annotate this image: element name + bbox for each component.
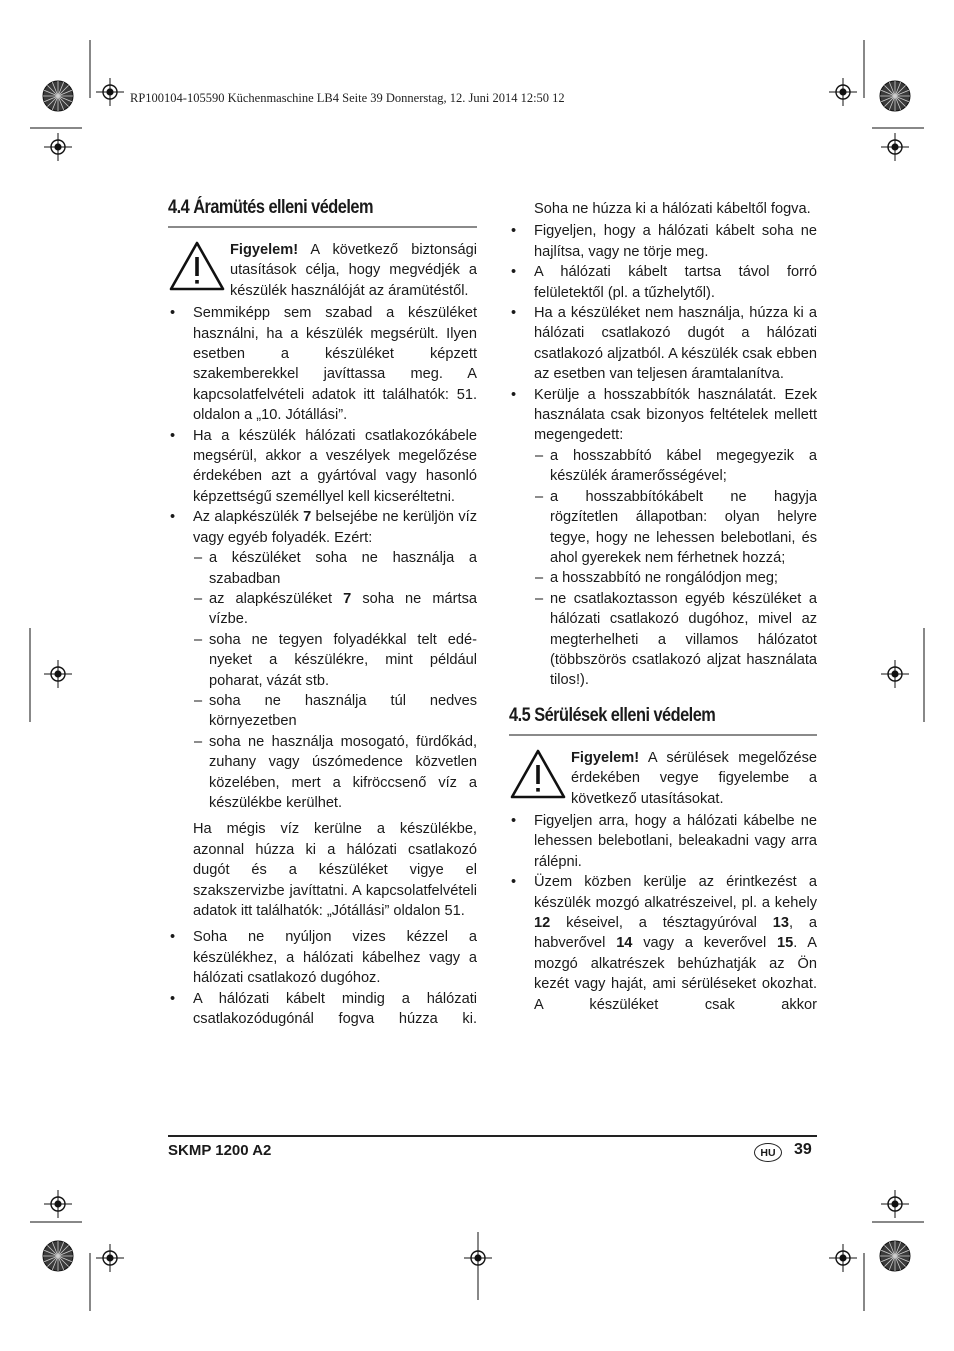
list-item: • A hálózati kábelt mindig a hálózati csatlakozódugónál fogva húzza ki.: [168, 989, 477, 1030]
list-item: [168, 507, 477, 813]
dash-list: [193, 548, 477, 813]
warning-text: [230, 240, 477, 301]
dash-item: [193, 589, 477, 630]
warning-label: Figyelem!: [571, 749, 640, 766]
list-item: [509, 385, 817, 691]
bullet-list: [168, 303, 477, 813]
warning-body: A következő biztonsági utasítások célja, hogy megvédjék a készülék használóját az áramütéstől.: [230, 242, 477, 299]
heading-rule: [509, 734, 817, 736]
dash-list: [534, 446, 817, 691]
part-number: 12: [534, 915, 551, 931]
warning-body: A sérülések megelőzése érdekében vegye figyelembe a következő utasításokat.: [571, 749, 817, 807]
bullet-list: [509, 811, 817, 1015]
section-4-5: [509, 705, 817, 1015]
list-item-text: . A mozgó alkatrészek behúzhatják az Ön kezét vagy haját, ami sérüléseket okozhat. A készüléket csak akkor: [534, 935, 817, 1013]
list-item: • Semmiképp sem szabad a készüléket használni, ha a készülék megsérült. Ilyen esetben a készüléket képzett szakemberekkel javíttassa meg. A kapcsolatfelvételi adatok itt találhatók: 51. oldalon a „10. Jótállási”.: [168, 303, 477, 425]
warning-text: [571, 748, 817, 809]
heading-rule: [168, 226, 477, 228]
dash-item-text: soha ne mártsa vízbe.: [209, 590, 477, 628]
warning-box: [509, 748, 817, 809]
list-item-text: belsejébe ne kerüljön víz vagy egyéb folyadék. Ezért:: [193, 509, 478, 546]
list-item-text: késeivel, a tésztagyúróval: [550, 915, 773, 931]
bullet-list: [168, 927, 477, 1029]
section-4-4: [168, 197, 477, 1029]
paragraph-continued: Soha ne húzza ki a hálózati kábeltől fogva.: [534, 201, 811, 217]
list-item-text: vagy a keverővel: [632, 935, 777, 952]
warning-triangle-icon: [168, 240, 230, 301]
list-item: • Ha a készülék hálózati csatlakozókábele megsérül, akkor a veszélyek megelőzése érdekében azt a gyártóval vagy hasonló képzettségű személlyel kell kicseréltetni.: [168, 426, 477, 508]
dash-item: – soha ne használja mosogató, fürdőkád, zuhany vagy úszómedence közvetlen közelében, mert a kifröccsenő víz a készülékbe kerülhet.: [193, 732, 477, 814]
paragraph: Ha mégis víz kerülne a készülékbe, azonnal húzza ki a hálózati csatlakozó dugót és a készüléket vigye el szakszervizbe javíttatni. A kapcsolatfelvételi adatok itt találhatók: „Jótállási” oldalon 51.: [193, 821, 477, 919]
list-item-text: , a habverővel: [534, 915, 817, 952]
section-4-5-heading: 4.5 Sérülések elleni védelem: [509, 704, 716, 726]
part-number: 7: [343, 590, 352, 607]
section-4-4-heading: 4.4 Áramütés elleni védelem: [168, 197, 373, 218]
right-column: [509, 199, 817, 1015]
list-item: • Figyeljen, hogy a hálózati kábelt soha ne hajlítsa, vagy ne törje meg.: [509, 221, 817, 262]
dash-item-text: az alapkészüléket: [209, 590, 344, 607]
list-item-text: Az alapkészülék: [193, 509, 304, 526]
part-number: 14: [616, 935, 633, 952]
dash-item: – a hosszabbítókábelt ne hagyja rögzítetlen állapotban: olyan helyre tegye, hogy ne lehessen belebotlani, és ahol gyerekek nem férhetnek hozzá;: [534, 487, 817, 569]
dash-item: – ne csatlakoztasson egyéb készüléket a hálózati csatlakozó dugóhoz, mivel az megterhelheti a villamos hálózatot (többszörös csatlakozó aljzat használata tilos!).: [534, 589, 817, 691]
part-number: 7: [303, 509, 312, 526]
list-item: • Ha a készüléket nem használja, húzza ki a hálózati csatlakozó dugót a hálózati csatlakozó aljzatból. A készülék csak ebben az esetben van teljesen áramtalanítva.: [509, 303, 817, 385]
dash-item: – soha ne tegyen folyadékkal telt edé- nyeket a készülékre, mint például poharat, vázát stb.: [193, 630, 477, 691]
language-badge: HU: [754, 1143, 782, 1162]
part-number: 13: [772, 915, 789, 931]
list-item-text: Üzem közben kerülje az érintkezést a készülék mozgó alkatrészeivel, pl. a kehely: [534, 874, 817, 911]
dash-item: – a hosszabbító kábel megegyezik a készülék áramerősségével;: [534, 446, 817, 487]
print-slug: RP100104-105590 Küchenmaschine LB4 Seite 39 Donnerstag, 12. Juni 2014 12:50 12: [130, 91, 565, 105]
list-item: [509, 872, 817, 1015]
list-item-text: Kerülje a hosszabbítók használatát. Ezek használata csak bizonyos feltételek mellett megengedett:: [534, 386, 817, 444]
warning-triangle-icon: [509, 748, 571, 809]
dash-item: – a hosszabbító ne rongálódjon meg;: [534, 568, 817, 588]
footer-rule: [168, 1135, 817, 1137]
warning-box: [168, 240, 477, 301]
warning-label: Figyelem!: [230, 242, 299, 258]
list-item: • Soha ne nyúljon vizes kézzel a készülékhez, a hálózati kábelhez vagy a hálózati csatlakozó dugóhoz.: [168, 927, 477, 988]
list-item: • A hálózati kábelt tartsa távol forró felületektől (pl. a tűzhelytől).: [509, 262, 817, 303]
footer-model: SKMP 1200 A2: [168, 1142, 272, 1159]
bullet-list: [509, 221, 817, 690]
list-item: • Figyeljen arra, hogy a hálózati kábelbe ne lehessen belebotlani, beleakadni vagy arra rálépni.: [509, 811, 817, 872]
dash-item: – soha ne használja túl nedves környezetben: [193, 691, 477, 732]
page-number: 39: [794, 1141, 812, 1158]
dash-item: – a készüléket soha ne használja a szabadban: [193, 548, 477, 589]
part-number: 15: [776, 935, 794, 952]
